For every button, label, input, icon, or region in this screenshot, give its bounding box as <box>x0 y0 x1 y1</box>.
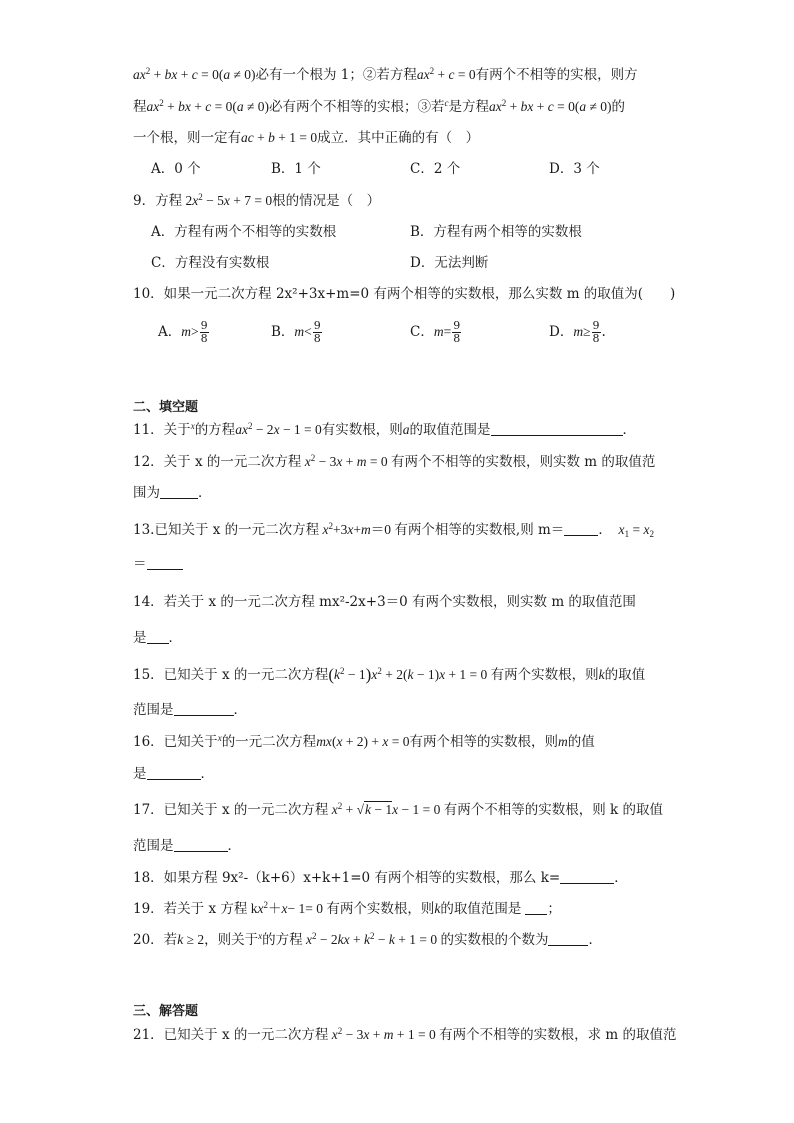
q15-answer-blank[interactable] <box>174 701 234 716</box>
q19-answer-blank[interactable] <box>525 900 547 915</box>
q10-stem: 10．如果一元二次方程 2x²+3x+m=0 有两个相等的实数根，那么实数 m 的取值为( ) <box>133 286 676 302</box>
q10-option-b: B．m< $\frac{9}{8}$ <box>271 319 321 345</box>
section-fill-in-heading: 二、填空题 <box>133 400 199 415</box>
q13-answer-blank-m[interactable] <box>564 521 598 536</box>
q14-line-1: 14．若关于 x 的一元二次方程 mx²-2x+3＝0 有两个实数根，则实数 m 的取值范围 <box>133 594 636 610</box>
q18-answer-blank[interactable] <box>560 869 614 884</box>
q18: 18．如果方程 9x²-（k+6）x+k+1=0 有两个相等的实数根，那么 k= ． <box>133 870 628 886</box>
q9-option-c: C．方程没有实数根 <box>151 255 270 271</box>
q16-answer-blank[interactable] <box>147 765 201 780</box>
q8-line-3: 一个根，则一定有ac + b + 1 = 0成立．其中正确的有（ ） <box>133 130 480 146</box>
q14-answer-blank[interactable] <box>147 629 169 644</box>
q8-option-d: D．3 个 <box>549 161 600 177</box>
q8-line-1: $ax^2$ + bx + c = 0(a ≠ 0)必有一个根为 1；②若方程$ax^2 + c = 0$有两个不相等的实根，则方 <box>133 66 638 83</box>
q15-line-2: 范围是 ． <box>133 702 247 718</box>
q12-answer-blank[interactable] <box>160 484 198 499</box>
q21: 21．已知关于 x 的一元二次方程 $x^2 - 3x + m + 1 = 0$ 有两个不相等的实数根，求 m 的取值范 <box>133 1026 677 1043</box>
q19: 19．若关于 x 方程 $kx^2+x- 1= 0$ 有两个实数根，则k的取值范围是 ； <box>133 900 561 917</box>
q11: 11．关于$^x$的方程$ax^2 - 2x - 1 = 0$有实数根，则a的取值范围是 ． <box>133 421 637 438</box>
q9-option-b: B．方程有两个相等的实数根 <box>410 224 582 240</box>
q17-line-2: 范围是 ． <box>133 838 241 854</box>
q9-stem: 9．方程 $2x^2 - 5x + 7 = 0$根的情况是（ ） <box>133 192 381 209</box>
q12-line-1: 12．关于 x 的一元二次方程 $x^2 - 3x + m = 0$ 有两个不相等的实数根，则实数 m 的取值范 <box>133 453 656 470</box>
q9-option-a: A．方程有两个不相等的实数根 <box>151 224 337 240</box>
q20-answer-blank[interactable] <box>548 931 588 946</box>
q20: 20．若k ≥ 2，则关于$^x$的方程 $x^2 - 2kx + k^2 - k + 1 = 0$ 的实数根的个数为 ． <box>133 931 602 948</box>
q8-line-2: 程$ax^2$ + bx + c = 0(a ≠ 0)必有两个不相等的实根；③若$^c$是方程$ax^2$ + bx + c = 0(a ≠ 0)的 <box>133 98 626 115</box>
q13-answer-blank-root[interactable] <box>147 555 183 570</box>
q13-line-1: 13.已知关于 x 的一元二次方程 $x^2+3x+m=0$ 有两个相等的实数根,则 m＝ ． $x_1 = x_2$ <box>133 521 654 539</box>
q15-line-1: 15．已知关于 x 的一元二次方程$(k^2 - 1)x^2 + 2(k - 1)x + 1 = 0$ 有两个实数根，则k的取值 <box>133 665 646 684</box>
q17-answer-blank[interactable] <box>174 837 228 852</box>
q12-line-2: 围为 ． <box>133 485 212 501</box>
q8-option-c: C．2 个 <box>410 161 461 177</box>
section-solutions-heading: 三、解答题 <box>133 1004 199 1019</box>
q16-line-1: 16．已知关于$^x$的一元二次方程mx(x + 2) + x = 0有两个相等的实数根，则m的值 <box>133 733 595 750</box>
q9-option-d: D．无法判断 <box>410 255 489 271</box>
q8-option-a: A．0 个 <box>151 161 201 177</box>
q16-line-2: 是 ． <box>133 766 214 782</box>
q11-answer-blank[interactable] <box>491 421 623 436</box>
q8-option-b: B．1 个 <box>271 161 321 177</box>
q14-line-2: 是 ． <box>133 630 182 646</box>
q10-option-a: A．m> $\frac{9}{8}$ <box>158 319 208 345</box>
q13-line-2: ＝ <box>133 554 664 574</box>
q10-option-c: C．m= $\frac{9}{8}$ <box>410 319 461 345</box>
q17-line-1: 17．已知关于 x 的一元二次方程 $x^2 + √k - 1x - 1 = 0$ 有两个不相等的实数根，则 k 的取值 <box>133 801 664 818</box>
q10-option-d: D．m≥ $\frac{9}{8}$ . <box>549 319 606 345</box>
